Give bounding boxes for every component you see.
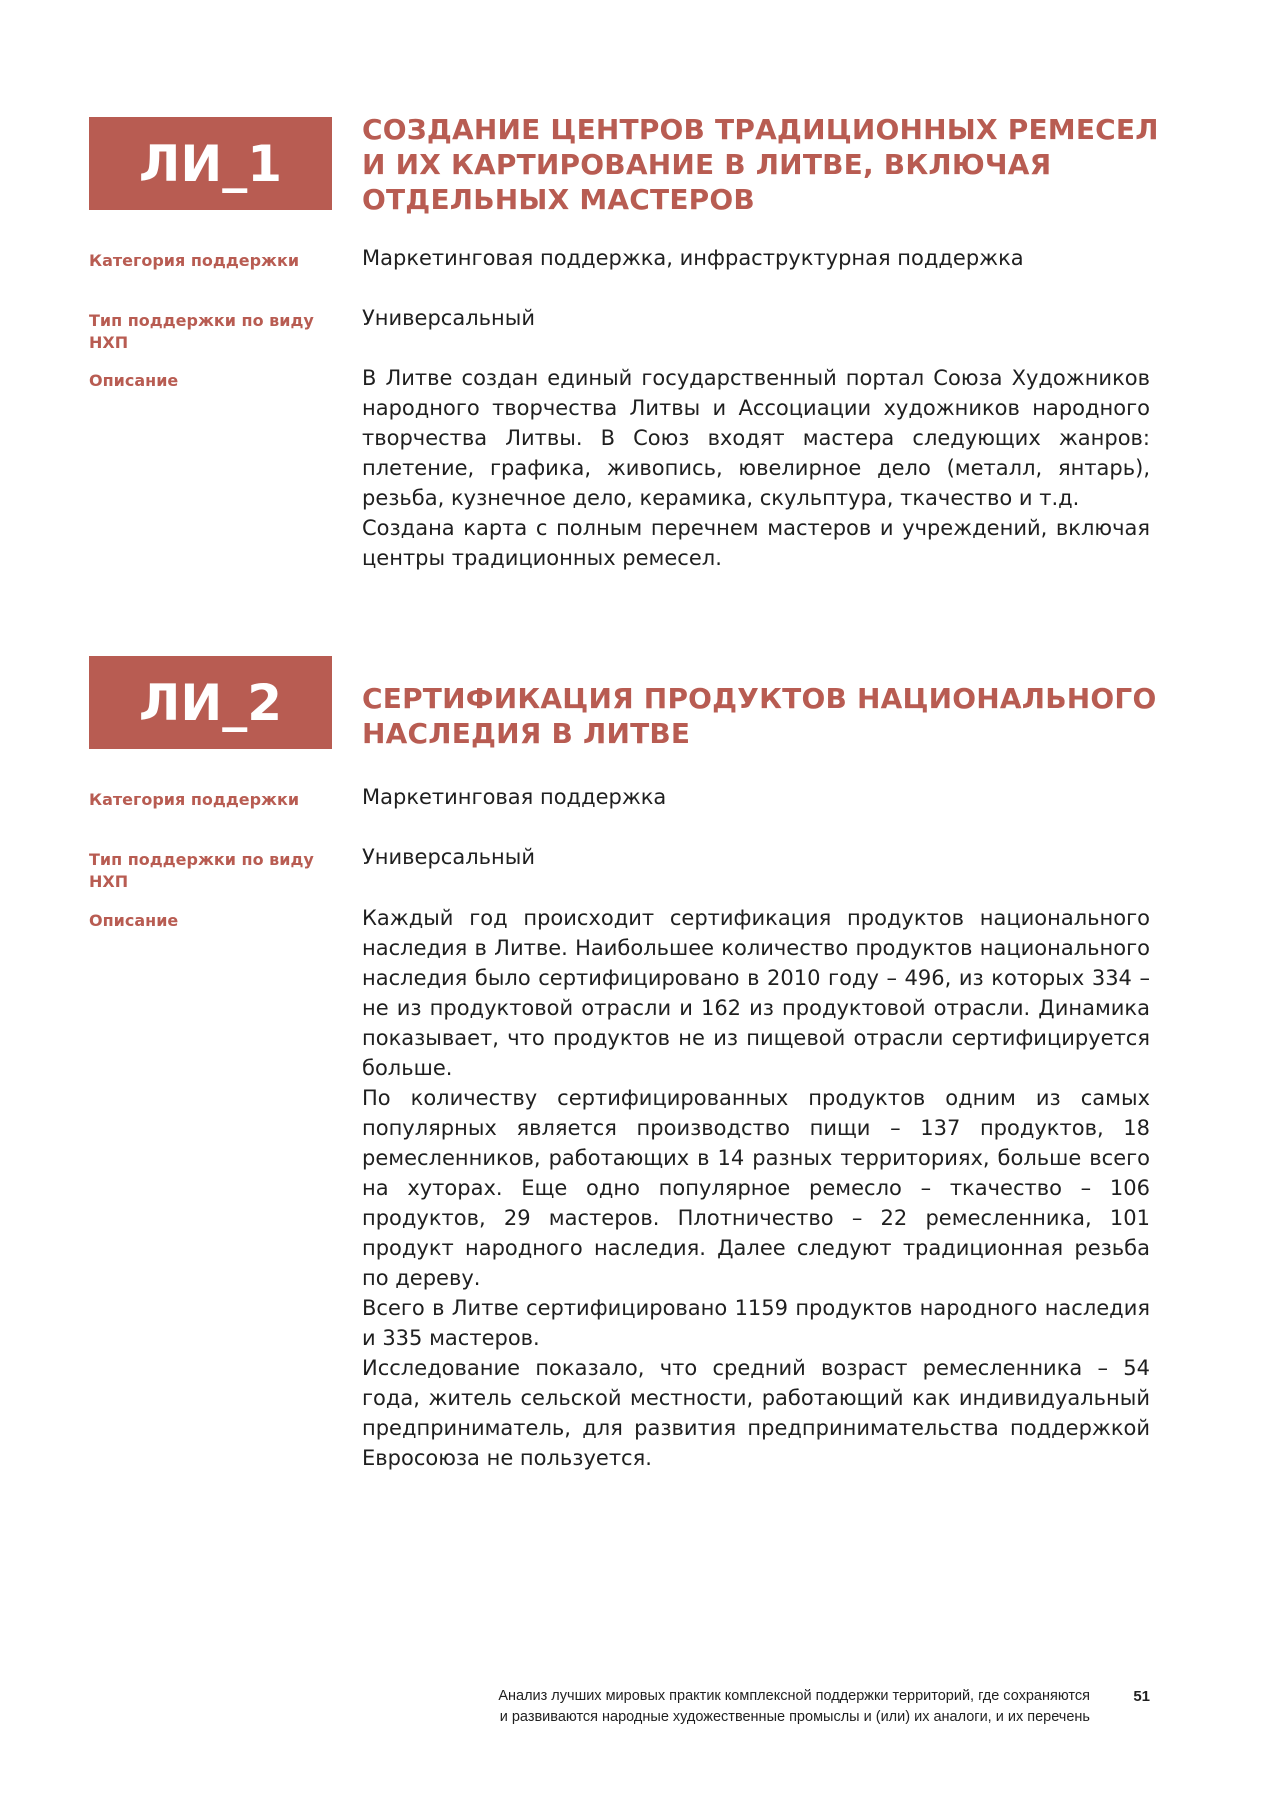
description-paragraph: Всего в Литве сертифицировано 1159 продуктов народного наследия и 335 мастеров.: [362, 1296, 1150, 1350]
description-paragraph: Создана карта с полным перечнем мастеров и учреждений, включая центры традиционных ремесел.: [362, 516, 1150, 570]
description-text: [362, 363, 1150, 573]
support-type-value: Универсальный: [362, 306, 535, 330]
category-label: Категория поддержки: [89, 790, 300, 809]
support-type-label: Тип поддержки по виду НХП: [89, 850, 314, 891]
section-title: СОЗДАНИЕ ЦЕНТРОВ ТРАДИЦИОННЫХ РЕМЕСЕЛ И ИХ КАРТИРОВАНИЕ В ЛИТВЕ, ВКЛЮЧАЯ ОТДЕЛЬНЫХ МАСТЕРОВ: [362, 113, 1159, 216]
footer-line-1: Анализ лучших мировых практик комплексной поддержки территорий, где сохраняются: [498, 1688, 1090, 1704]
description-text: [362, 903, 1150, 1473]
description-label: Описание: [89, 371, 179, 390]
category-label: Категория поддержки: [89, 251, 300, 270]
section-title: СЕРТИФИКАЦИЯ ПРОДУКТОВ НАЦИОНАЛЬНОГО НАСЛЕДИЯ В ЛИТВЕ: [362, 682, 1157, 750]
description-label: Описание: [89, 911, 179, 930]
description-paragraph: В Литве создан единый государственный портал Союза Художников народного творчества Литвы и Ассоциации художников народного творчества Литвы. В Союз входят мастера следующих жанров: плетение, графика, живопись, ювелирное дело (металл, янтарь), резьба, кузнечное дело, керамика, скульптура, ткачество и т.д.: [362, 366, 1150, 510]
section-code-badge: ЛИ_1: [89, 117, 332, 210]
category-value: Маркетинговая поддержка: [362, 785, 667, 809]
support-type-value: Универсальный: [362, 845, 535, 869]
page-footer: [380, 1686, 1090, 1728]
description-paragraph: По количеству сертифицированных продуктов одним из самых популярных является производство пищи – 137 продуктов, 18 ремесленников, работающих в 14 разных территориях, больше всего на хуторах. Еще одно популярное ремесло – ткачество – 106 продуктов, 29 мастеров. Плотничество – 22 ремесленника, 101 продукт народного наследия. Далее следуют традиционная резьба по дереву.: [362, 1086, 1150, 1290]
description-paragraph: Исследование показало, что средний возраст ремесленника – 54 года, житель сельской местности, работающий как индивидуальный предприниматель, для развития предпринимательства поддержкой Евросоюза не пользуется.: [362, 1356, 1150, 1470]
description-paragraph: Каждый год происходит сертификация продуктов национального наследия в Литве. Наибольшее количество продуктов национального наследия было сертифицировано в 2010 году – 496, из которых 334 – не из продуктовой отрасли и 162 из продуктовой отрасли. Динамика показывает, что продуктов не из пищевой отрасли сертифицируется больше.: [362, 906, 1150, 1080]
support-type-label: Тип поддержки по виду НХП: [89, 311, 314, 352]
page-number: 51: [1133, 1688, 1150, 1705]
category-value: Маркетинговая поддержка, инфраструктурная поддержка: [362, 246, 1024, 270]
section-code-badge: ЛИ_2: [89, 656, 332, 749]
footer-line-2: и развиваются народные художественные промыслы и (или) их аналоги, и их перечень: [499, 1709, 1090, 1725]
